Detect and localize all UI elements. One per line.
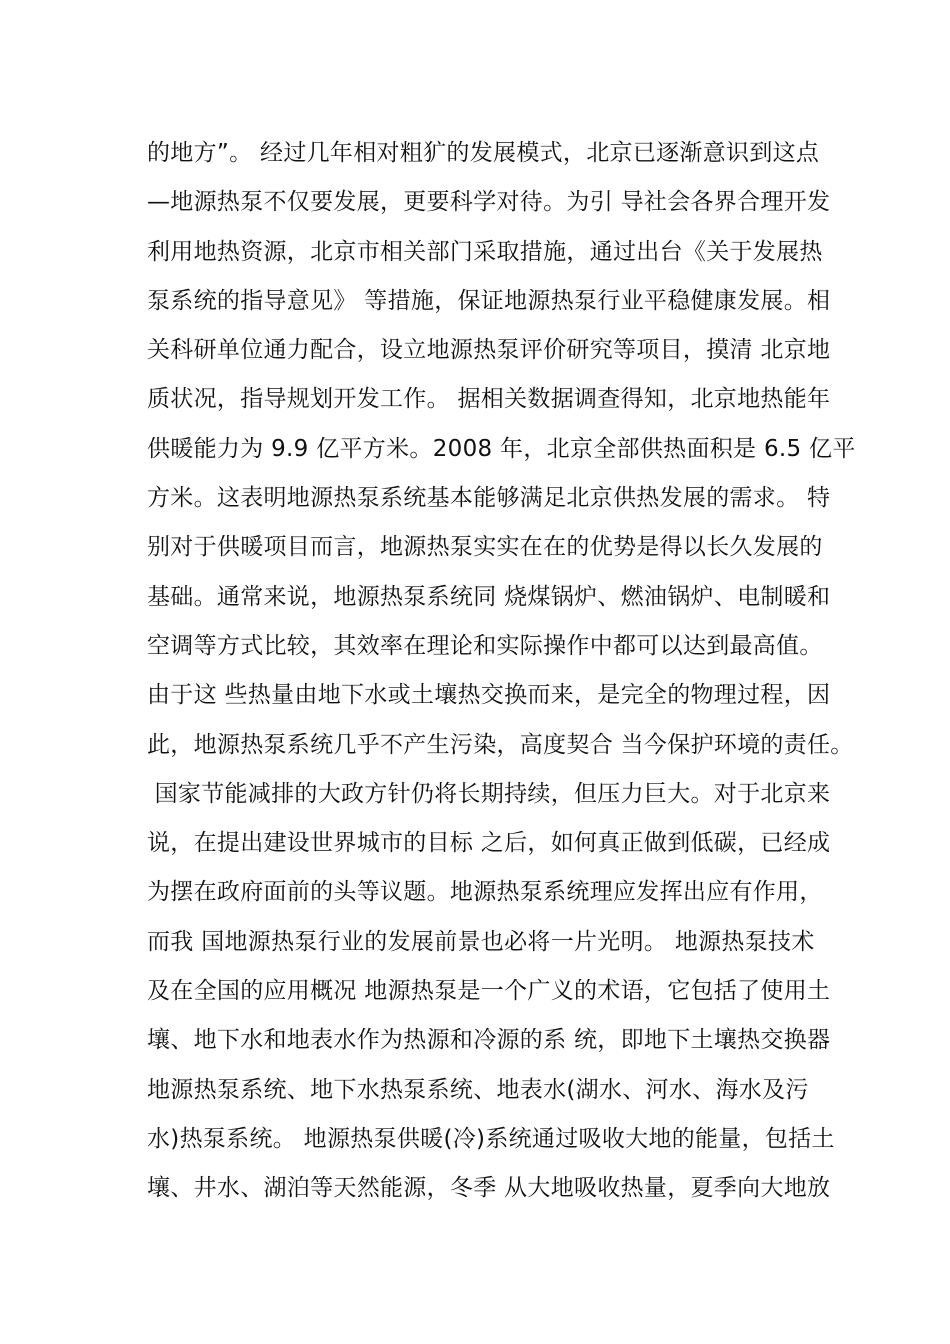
text-line: 说，在提出建设世界城市的目标 之后，如何真正做到低碳，已经成 — [147, 830, 831, 857]
text-line: 基础。通常来说，地源热泵系统同 烧煤锅炉、燃油锅炉、电制暖和 — [147, 583, 831, 610]
text-line: 别对于供暖项目而言，地源热泵实实在在的优势是得以长久发展的 — [147, 534, 823, 561]
text-line: 此，地源热泵系统几乎不产生污染，高度契合 当今保护环境的责任。 — [147, 731, 854, 758]
text-line: 供暖能力为 9.9 亿平方米。2008 年，北京全部供热面积是 6.5 亿平 — [147, 435, 856, 462]
text-line: 水)热泵系统。 地源热泵供暖(冷)系统通过吸收大地的能量，包括土 — [147, 1125, 835, 1152]
text-line: 泵系统的指导意见》 等措施，保证地源热泵行业平稳健康发展。相 — [147, 287, 831, 314]
text-line: 国家节能减排的大政方针仍将长期持续，但压力巨大。对于北京来 — [147, 780, 831, 807]
text-line: 为摆在政府面前的头等议题。地源热泵系统理应发挥出应有作用， — [147, 879, 823, 906]
text-line: 及在全国的应用概况 地源热泵是一个广义的术语，它包括了使用土 — [147, 978, 831, 1005]
text-line: 而我 国地源热泵行业的发展前景也必将一片光明。 地源热泵技术 — [147, 928, 815, 955]
text-line: —地源热泵不仅要发展，更要科学对待。为引 导社会各界合理开发 — [147, 189, 831, 216]
text-line: 方米。这表明地源热泵系统基本能够满足北京供热发展的需求。 特 — [147, 485, 831, 512]
text-line: 壤、井水、湖泊等天然能源，冬季 从大地吸收热量，夏季向大地放 — [147, 1175, 831, 1202]
text-line: 关科研单位通力配合，设立地源热泵评价研究等项目，摸清 北京地 — [147, 337, 831, 364]
text-line: 由于这 些热量由地下水或土壤热交换而来，是完全的物理过程，因 — [147, 682, 831, 709]
text-line: 地源热泵系统、地下水热泵系统、地表水(湖水、河水、海水及污 — [147, 1076, 809, 1103]
text-line: 壤、地下水和地表水作为热源和冷源的系 统，即地下土壤热交换器 — [147, 1027, 831, 1054]
text-line: 质状况，指导规划开发工作。 据相关数据调查得知，北京地热能年 — [147, 386, 831, 413]
text-line: 利用地热资源，北京市相关部门采取措施，通过出台《关于发展热 — [147, 238, 823, 265]
text-line: 的地方”。 经过几年相对粗犷的发展模式，北京已逐渐意识到这点 — [147, 140, 820, 166]
body-text — [147, 129, 856, 1214]
text-line: 空调等方式比较，其效率在理论和实际操作中都可以达到最高值。 — [147, 632, 823, 659]
